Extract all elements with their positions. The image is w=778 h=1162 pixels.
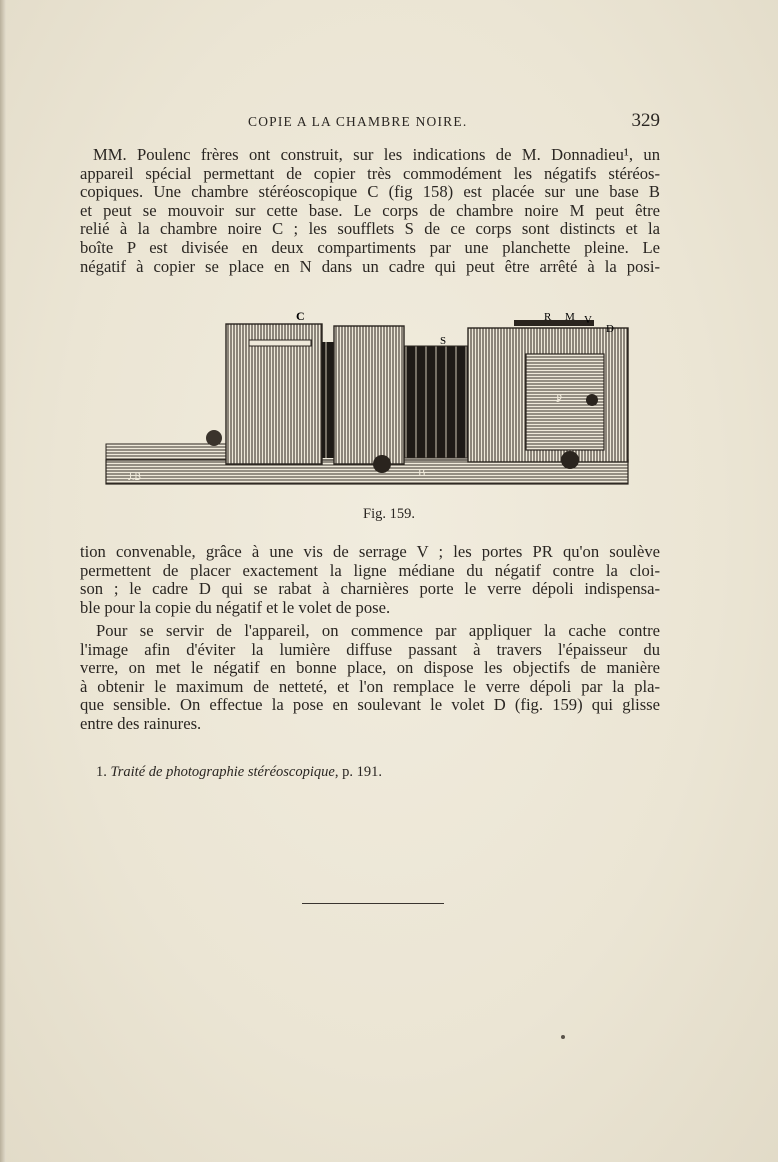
- engraver-signature: J.B: [128, 472, 142, 483]
- label-c: C: [296, 309, 305, 323]
- figure-159-camera-engraving: [104, 308, 632, 492]
- footnote-number: 1.: [96, 764, 107, 780]
- door-knob: [586, 394, 598, 406]
- paragraph-3: [80, 622, 660, 734]
- label-s: S: [440, 335, 447, 347]
- end-rule: [302, 903, 444, 904]
- text-line: négatif à copier se place en N dans un cadre qui peut être arrêté à la posi-: [80, 256, 660, 276]
- page-number: 329: [631, 110, 660, 131]
- rail-knob: [206, 430, 222, 446]
- paragraph-2: [80, 543, 660, 617]
- screw-v-bar: [514, 320, 594, 326]
- text-line: permettent de placer exactement la ligne médiane du négatif contre la cloi-: [80, 560, 660, 580]
- label-m: M: [565, 311, 575, 323]
- stereo-copy-camera-illustration: [104, 308, 632, 492]
- label-v: V: [584, 314, 592, 326]
- text-line: et peut se mouvoir sur cette base. Le corps de chambre noire M peut être: [80, 200, 660, 220]
- text-line: entre des rainures.: [80, 713, 202, 733]
- text-line: relié à la chambre noire C ; les soufflets S de ce corps sont distincts et la: [80, 219, 660, 239]
- label-p: P: [556, 393, 563, 405]
- label-b: B: [418, 467, 426, 479]
- camera-body-m: [334, 326, 404, 464]
- footnote-title: Traité de photographie stéréoscopique: [110, 764, 335, 780]
- small-bellows: [322, 342, 334, 458]
- paragraph-1: [80, 146, 660, 276]
- label-r: R: [544, 311, 552, 323]
- figure-caption: Fig. 159.: [363, 506, 415, 522]
- box-wheel: [561, 451, 579, 469]
- footnote: [96, 764, 382, 781]
- text-line: appareil spécial permettant de copier très commodément les négatifs stéréos-: [80, 163, 660, 183]
- sliding-rail: [106, 444, 226, 460]
- label-d: D: [606, 323, 614, 335]
- running-title: COPIE A LA CHAMBRE NOIRE.: [248, 114, 468, 129]
- page-header: [80, 112, 660, 136]
- text-line: copiques. Une chambre stéréoscopique C (fig 158) est placée sur une base B: [80, 182, 660, 202]
- text-line: ble pour la copie du négatif et le volet de pose.: [80, 597, 391, 617]
- text-line: MM. Poulenc frères ont construit, sur les indications de M. Donnadieu¹, un: [93, 145, 660, 164]
- footnote-page-ref: , p. 191.: [334, 764, 382, 780]
- paper-speck: [561, 1035, 565, 1039]
- text-line: Pour se servir de l'appareil, on commence par appliquer la cache contre: [96, 621, 660, 640]
- text-line: son ; le cadre D qui se rabat à charnières porte le verre dépoli indispensa-: [80, 579, 660, 599]
- text-line: boîte P est divisée en deux compartiments par une planchette pleine. Le: [80, 237, 660, 257]
- text-line: verre, on met le négatif en bonne place, on dispose les objectifs de manière: [80, 658, 660, 678]
- page-edge-shadow: [0, 0, 6, 1162]
- text-line: à obtenir le maximum de netteté, et l'on remplace le verre dépoli par la pla-: [80, 676, 660, 696]
- body-wheel: [373, 455, 391, 473]
- chamber-handle: [249, 340, 311, 346]
- text-line: l'image afin d'éviter la lumière diffuse passant à travers l'épaisseur du: [80, 639, 660, 659]
- text-line: tion convenable, grâce à une vis de serrage V ; les portes PR qu'on soulève: [80, 542, 660, 561]
- text-line: que sensible. On effectue la pose en soulevant le volet D (fig. 159) qui glisse: [80, 695, 660, 715]
